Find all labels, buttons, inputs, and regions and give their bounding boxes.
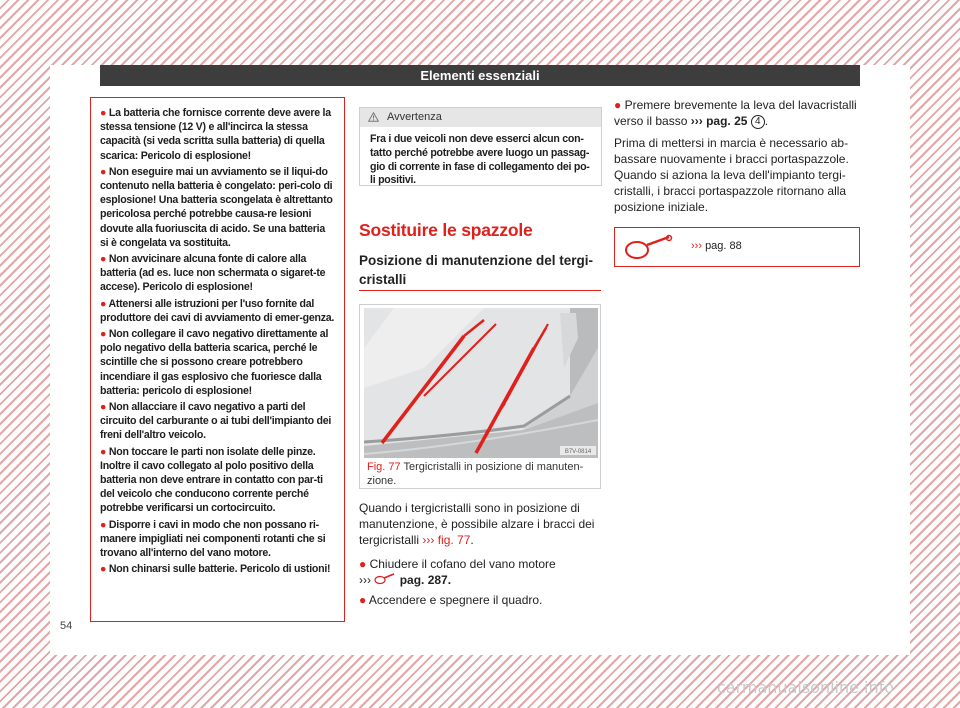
warning-item: ● Disporre i cavi in modo che non possano ri-manere impigliati nei componenti rotanti che si trovano all'interno del vano motore. <box>100 518 326 560</box>
page-number: 54 <box>60 620 73 632</box>
warning-item: ● Non eseguire mai un avviamento se il liqui-do contenuto nella batteria è congelato: peri-colo di esplosione! Una batteria scongelata è altrettanto pericolosa perché potrebbe causa-re lesioni dovute alla fuoriuscita di acido. Se una batteria si è congelata va sostituita. <box>100 165 333 249</box>
subsection-title: Posizione di manutenzione del tergi-cristalli <box>359 253 594 287</box>
bullet-icon: ● <box>614 98 622 112</box>
note-title: Avvertenza <box>387 111 442 123</box>
bullet-icon: ● <box>100 297 107 310</box>
page-header: Elementi essenziali <box>100 65 860 86</box>
warning-triangle-icon <box>368 112 379 122</box>
step-item: ● Chiudere il cofano del vano motore ››› pag. 287. <box>359 557 556 587</box>
section-title: Sostituire le spazzole <box>359 220 533 240</box>
service-wrench-icon <box>623 234 679 262</box>
bullet-icon: ● <box>100 445 107 458</box>
wiper-illustration <box>364 308 598 458</box>
intro-paragraph: Quando i tergicristalli sono in posizione di manutenzione, è possibile alzare i bracci dei tergicristalli ››› fig. 77. <box>359 501 595 547</box>
figure-code: B7V-0814 <box>564 449 592 455</box>
warning-item: ● Non toccare le parti non isolate delle pinze. Inoltre il cavo collegato al polo positivo della batteria non deve entrare in contatto con par-ti del veicolo che conducono corrente perché potrebbe verificarsi un cortocircuito. <box>100 445 323 515</box>
reference-box[interactable]: ››› pag. 88 <box>614 227 860 267</box>
step-item: ● Accendere e spegnere il quadro. <box>359 593 543 607</box>
page-link[interactable]: ››› pag. 25 <box>690 114 748 128</box>
warning-item: ● Non allacciare il cavo negativo a parti del circuito del carburante o ai tubi dell'impianto dei freni dell'altro veicolo. <box>100 401 332 442</box>
warning-item: ● Attenersi alle istruzioni per l'uso fornite dal produttore dei cavi di avviamento di emer-genza. <box>100 297 335 324</box>
reference-page: pag. 88 <box>705 240 742 252</box>
figure-caption: Fig. 77 Tergicristalli in posizione di manuten-zione. <box>367 461 584 487</box>
warning-item: ● Non collegare il cavo negativo direttamente al polo negativo della batteria scarica, perché le scintille che si possono creare potrebbero incendiare il gas esplosivo che fuoriesce dalla batteria: pericolo di esplosione! <box>100 328 329 397</box>
subsection-divider <box>359 290 601 291</box>
paragraph: Prima di mettersi in marcia è necessario ab-bassare nuovamente i bracci portaspazzole. Quando si aziona la leva dell'impianto tergi-cristalli, i bracci portaspazzole ritornano alla posizione iniziale. <box>614 136 849 214</box>
bullet-icon: ● <box>100 518 107 531</box>
callout-number: 4 <box>751 115 765 129</box>
warning-item: ● La batteria che fornisce corrente deve avere la stessa tensione (12 V) e all'incirca la stessa capacità (si veda scritta sulla batteria) di quella scarica: Pericolo di esplosione! <box>100 107 331 162</box>
figure-label: Fig. 77 <box>367 461 401 473</box>
bullet-icon: ● <box>100 107 107 119</box>
figure-link[interactable]: ››› fig. 77 <box>422 533 471 547</box>
footer-watermark: carmanualsonline.info <box>717 678 895 697</box>
bullet-icon: ● <box>100 401 107 414</box>
warning-item: ● Non chinarsi sulle batterie. Pericolo di ustioni! <box>100 563 331 576</box>
bullet-icon: ● <box>100 563 107 576</box>
note-box <box>359 107 602 186</box>
note-header <box>360 108 601 127</box>
column-3-text <box>614 97 860 215</box>
bullet-icon: ● <box>100 328 107 341</box>
step-item: ● Premere brevemente la leva del lavacristalli verso il basso ››› pag. 25 4 . <box>614 98 857 128</box>
warning-item: ● Non avvicinare alcuna fonte di calore alla batteria (ad es. luce non schermata o sigaret-te accese). Pericolo di esplosione! <box>100 253 326 294</box>
bullet-icon: ● <box>359 557 367 571</box>
warning-box <box>90 97 345 622</box>
bullet-icon: ● <box>100 165 107 178</box>
column-2-text <box>359 500 601 608</box>
bullet-icon: ● <box>100 253 107 266</box>
bullet-icon: ● <box>359 593 367 607</box>
page-link[interactable]: ››› pag. 287. <box>359 573 452 587</box>
note-text: Fra i due veicoli non deve esserci alcun con-tatto perché potrebbe avere luogo un passag-gio di corrente in fase di collegamento dei po-li positivi. <box>370 133 590 187</box>
service-wrench-icon <box>374 573 396 585</box>
